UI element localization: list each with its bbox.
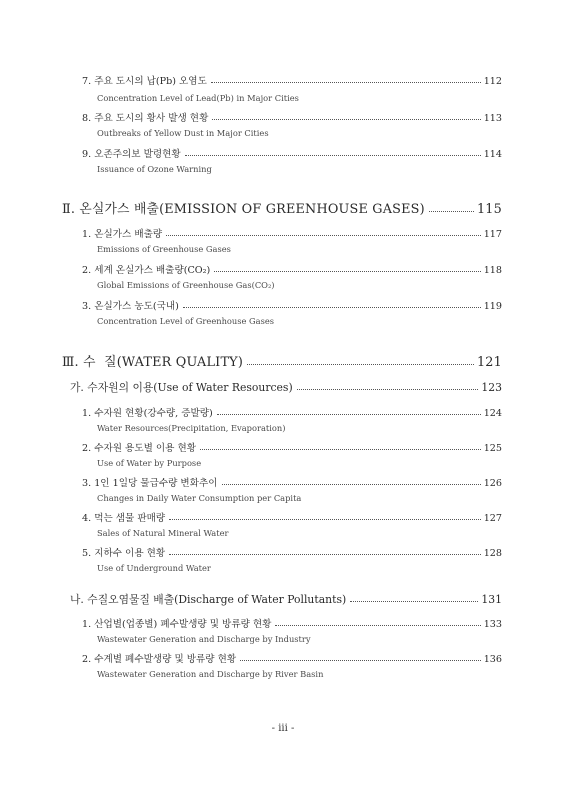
entry-title: 7. 주요 도시의 납(Pb) 오염도 (82, 76, 207, 87)
dot-leader (247, 351, 474, 365)
toc-entry-water-by-purpose[interactable] (82, 440, 502, 454)
toc-section-greenhouse-gases[interactable] (62, 198, 502, 217)
dot-leader (222, 474, 481, 485)
entry-title: 4. 먹는 샘물 판매량 (82, 513, 166, 524)
subsection-page: 131 (481, 592, 502, 606)
toc-entry-lead-concentration[interactable] (82, 73, 502, 87)
section-title: Ⅱ. 온실가스 배출(EMISSION OF GREENHOUSE GASES) (62, 202, 425, 217)
section-page: 115 (476, 202, 502, 217)
entry-page: 124 (483, 408, 502, 419)
entry-subtitle: Concentration Level of Lead(Pb) in Major Cities (97, 93, 299, 103)
dot-leader (429, 198, 474, 212)
section-page: 121 (476, 355, 502, 370)
toc-entry-underground-water[interactable] (82, 545, 502, 559)
entry-subtitle: Wastewater Generation and Discharge by River Basin (97, 669, 324, 679)
subsection-page: 123 (481, 380, 502, 394)
entry-page: 113 (483, 113, 502, 124)
entry-subtitle: Use of Water by Purpose (97, 458, 202, 468)
dot-leader (169, 509, 481, 520)
entry-page: 119 (483, 301, 502, 312)
dot-leader (212, 109, 480, 120)
entry-subtitle: Sales of Natural Mineral Water (97, 528, 229, 538)
entry-title: 9. 오존주의보 발령현황 (82, 149, 181, 160)
entry-title: 3. 온실가스 농도(국내) (82, 301, 179, 312)
entry-subtitle: Outbreaks of Yellow Dust in Major Cities (97, 128, 269, 138)
toc-entry-yellow-dust[interactable] (82, 110, 502, 124)
entry-subtitle: Issuance of Ozone Warning (97, 164, 212, 174)
page-number: - iii - (271, 723, 295, 734)
entry-title: 1. 온실가스 배출량 (82, 229, 163, 240)
entry-subtitle: Emissions of Greenhouse Gases (97, 244, 231, 254)
dot-leader (214, 261, 480, 272)
entry-page: 128 (483, 548, 502, 559)
entry-subtitle: Use of Underground Water (97, 563, 211, 573)
entry-subtitle: Global Emissions of Greenhouse Gas(CO₂) (97, 280, 275, 290)
dot-leader (240, 650, 481, 661)
entry-page: 114 (483, 149, 502, 160)
dot-leader (297, 378, 479, 390)
subsection-title: 가. 수자원의 이용(Use of Water Resources) (70, 380, 293, 394)
entry-page: 117 (483, 229, 502, 240)
dot-leader (275, 615, 480, 626)
toc-entry-daily-consumption[interactable] (82, 475, 502, 489)
entry-page: 127 (483, 513, 502, 524)
entry-subtitle: Water Resources(Precipitation, Evaporation) (97, 423, 286, 433)
toc-subsection-water-use[interactable] (70, 379, 502, 395)
toc-entry-ozone-warning[interactable] (82, 146, 502, 160)
entry-subtitle: Wastewater Generation and Discharge by Industry (97, 634, 311, 644)
entry-title: 2. 수자원 용도별 이용 현황 (82, 443, 197, 454)
toc-entry-ghg-concentration[interactable] (82, 298, 502, 312)
entry-title: 2. 수계별 폐수발생량 및 방류량 현황 (82, 654, 237, 665)
entry-page: 136 (483, 654, 502, 665)
dot-leader (350, 590, 478, 602)
dot-leader (211, 72, 481, 83)
toc-section-water-quality[interactable] (62, 351, 502, 370)
dot-leader (217, 404, 481, 415)
toc-entry-ghg-emissions[interactable] (82, 226, 502, 240)
dot-leader (183, 297, 481, 308)
entry-title: 1. 산업별(업종별) 폐수발생량 및 방류량 현황 (82, 619, 272, 630)
entry-title: 5. 지하수 이용 현황 (82, 548, 166, 559)
toc-entry-mineral-water[interactable] (82, 510, 502, 524)
entry-page: 126 (483, 478, 502, 489)
dot-leader (185, 145, 481, 156)
dot-leader (169, 544, 481, 555)
entry-page: 118 (483, 265, 502, 276)
subsection-title: 나. 수질오염물질 배출(Discharge of Water Pollutants) (70, 592, 347, 606)
entry-title: 3. 1인 1일당 물급수량 변화추이 (82, 478, 218, 489)
entry-page: 112 (483, 76, 502, 87)
entry-subtitle: Concentration Level of Greenhouse Gases (97, 316, 275, 326)
entry-title: 2. 세계 온실가스 배출량(CO₂) (82, 265, 211, 276)
toc-entry-wastewater-industry[interactable] (82, 616, 502, 630)
entry-subtitle: Changes in Daily Water Consumption per Capita (97, 493, 302, 503)
dot-leader (166, 225, 481, 236)
entry-page: 125 (483, 443, 502, 454)
section-title: Ⅲ. 수 질(WATER QUALITY) (62, 355, 244, 370)
toc-entry-global-ghg[interactable] (82, 262, 502, 276)
entry-title: 8. 주요 도시의 황사 발생 현황 (82, 113, 209, 124)
dot-leader (200, 439, 481, 450)
toc-subsection-water-pollutants[interactable] (70, 591, 502, 607)
entry-title: 1. 수자원 현황(강수량, 증발량) (82, 408, 213, 419)
toc-entry-water-resources[interactable] (82, 405, 502, 419)
toc-entry-wastewater-river-basin[interactable] (82, 651, 502, 665)
entry-page: 133 (483, 619, 502, 630)
